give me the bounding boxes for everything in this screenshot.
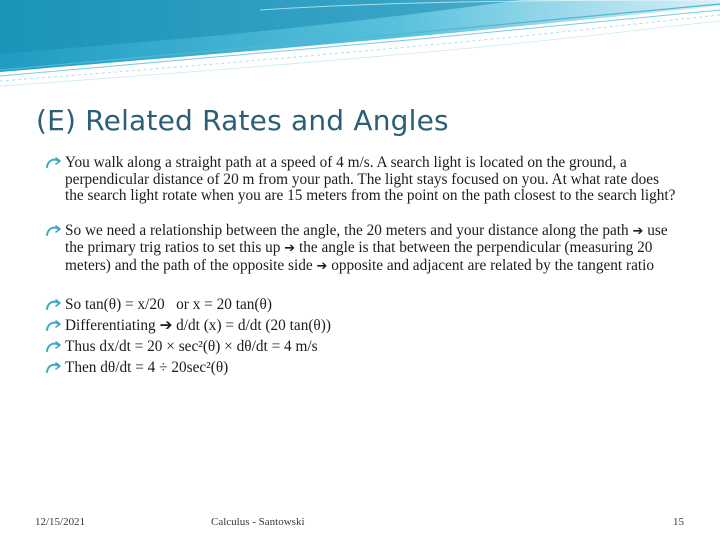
slide-title: (E) Related Rates and Angles — [36, 104, 449, 137]
relationship-text-3: the angle is that between the perpendicular (measuring 20 meters) and the path of the opposite side — [65, 239, 653, 274]
problem-text: You walk along a straight path at a speed of 4 m/s. A search light is located on the ground, a perpendicular distance of 20 m from your path. The light stays focused on you. At what rate does the search light rotate when you are 15 meters from the point on the path closest to the search light? — [65, 154, 676, 205]
derivation-text: Differentiating ➔ d/dt (x) = d/dt (20 tan(θ)) — [65, 316, 331, 334]
header-wave-decoration — [0, 0, 720, 95]
derivation-list — [45, 294, 677, 378]
derivation-text: So tan(θ) = x/20 or x = 20 tan(θ) — [65, 295, 272, 313]
slide-content — [45, 155, 677, 378]
derivation-line — [45, 357, 677, 378]
relationship-text-4: opposite and adjacent are related by the tangent ratio — [331, 256, 655, 274]
derivation-line — [45, 315, 677, 336]
footer-date: 12/15/2021 — [35, 516, 86, 528]
right-arrow-icon: ➔ — [316, 258, 328, 274]
arrow-swirl-bullet-icon — [45, 340, 62, 354]
footer-page-number: 15 — [673, 516, 684, 528]
derivation-line — [45, 294, 677, 315]
arrow-swirl-bullet-icon — [45, 298, 62, 312]
relationship-text-2: use the primary trig ratios to set this up — [65, 221, 668, 257]
right-arrow-icon: ➔ — [284, 241, 296, 257]
relationship-paragraph — [45, 223, 677, 276]
derivation-line — [45, 336, 677, 357]
problem-paragraph — [45, 155, 677, 205]
arrow-swirl-bullet-icon — [45, 361, 62, 375]
arrow-swirl-bullet-icon — [45, 224, 62, 238]
right-arrow-icon: ➔ — [632, 223, 644, 239]
footer-course: Calculus - Santowski — [211, 516, 305, 528]
derivation-text: Then dθ/dt = 4 ÷ 20sec²(θ) — [65, 358, 229, 376]
relationship-text-1: So we need a relationship between the angle, the 20 meters and your distance along the path — [65, 221, 629, 239]
arrow-swirl-bullet-icon — [45, 156, 62, 170]
derivation-text: Thus dx/dt = 20 × sec²(θ) × dθ/dt = 4 m/s — [65, 337, 318, 355]
arrow-swirl-bullet-icon — [45, 319, 62, 333]
